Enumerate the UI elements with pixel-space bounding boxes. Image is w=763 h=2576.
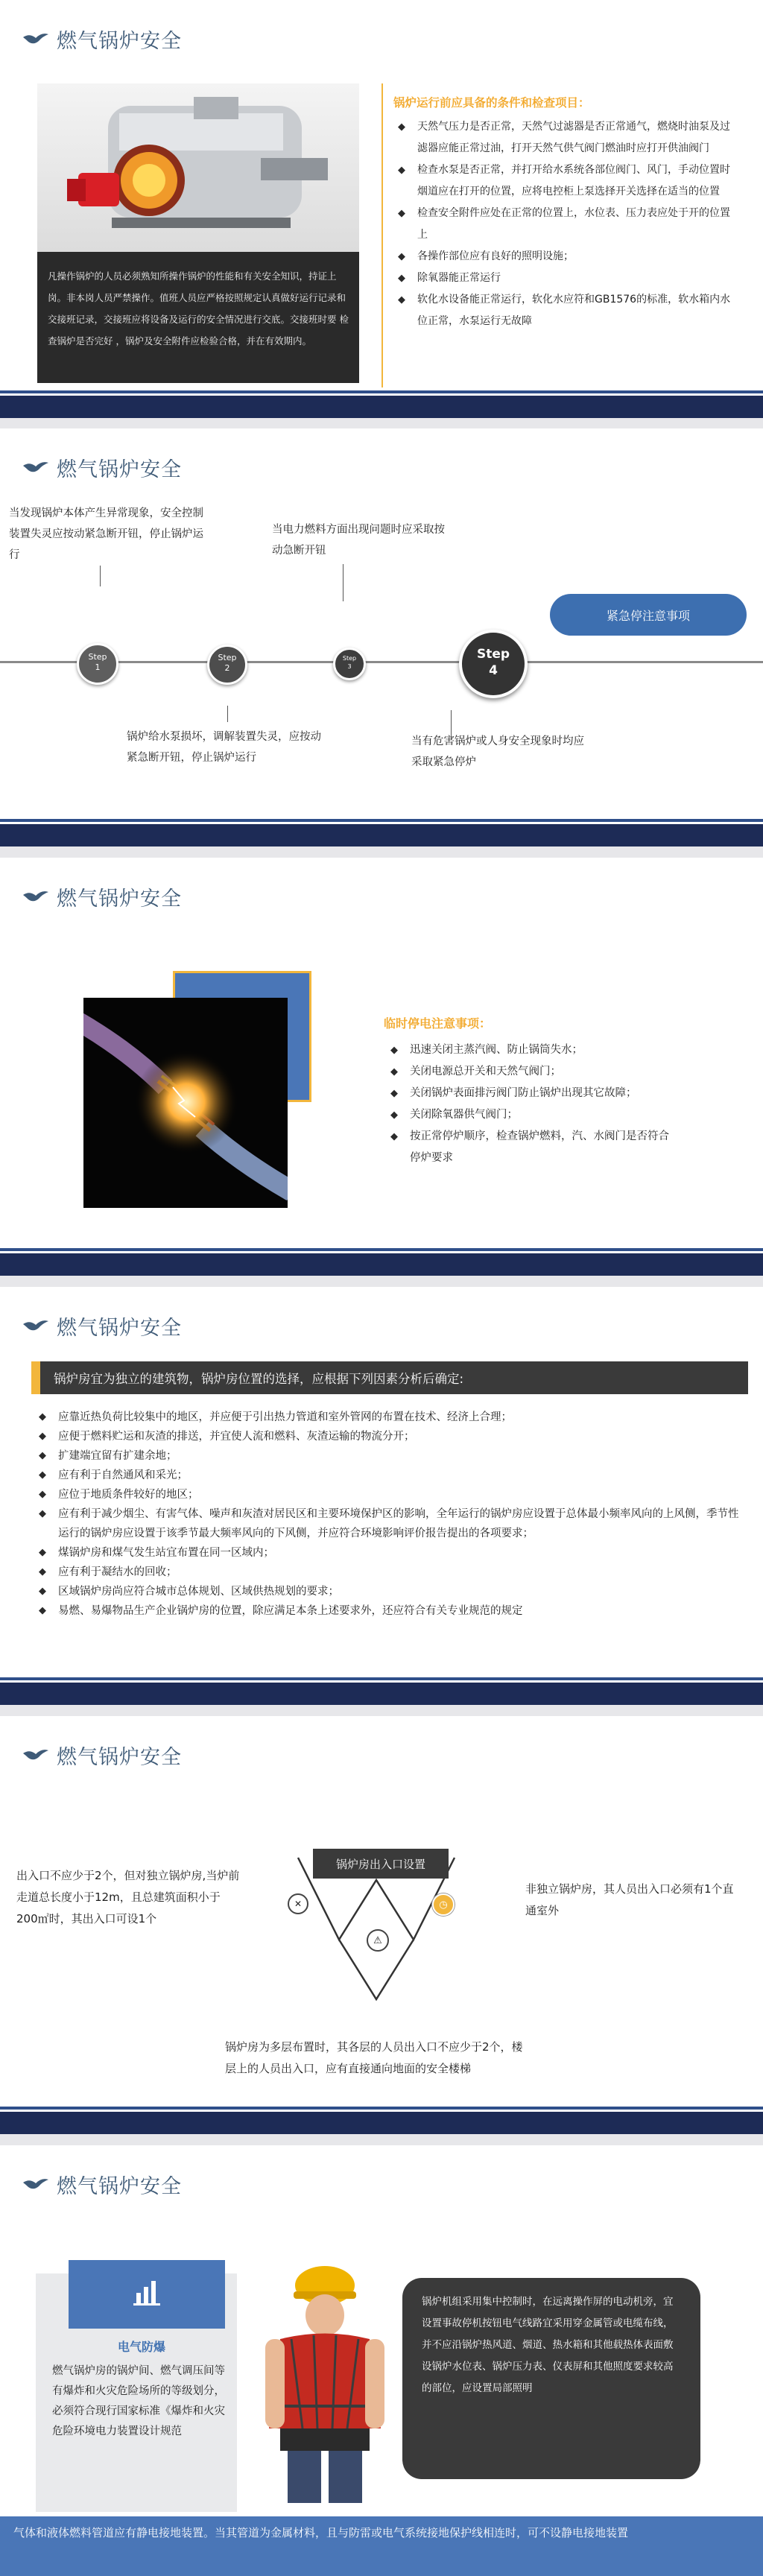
step-number: 2 <box>224 663 230 673</box>
slide-header <box>22 452 182 482</box>
list-item: ◆ 关闭电源总开关和天然气阀门； <box>387 1061 678 1083</box>
list-item: ◆ 关闭锅炉表面排污阀门防止锅炉出现其它故障； <box>387 1083 678 1104</box>
slide-header <box>22 24 182 54</box>
list-item: ◆ 天然气压力是否正常，天然气过滤器是否正常通气，燃烧时油泵及过滤器应能正常过油，打开天然气供气阀门燃油时应打开供油阀门 <box>395 116 739 159</box>
step-1 <box>77 643 118 685</box>
slide-boiler-room-location <box>0 1287 763 1705</box>
slide-power-outage <box>0 858 763 1276</box>
bird-logo-icon <box>22 887 49 905</box>
explosion-right-box <box>402 2278 700 2479</box>
list-item: ◆ 检查水泵是否正常，并打开给水系统各部位阀门、风门，手动位置时烟道应在打开的位置，应将电控柜上泵选择开关选择在适当的位置 <box>395 159 739 203</box>
list-item: ◆ 易燃、易爆物品生产企业锅炉房的位置，除应满足本条上述要求外，还应符合有关专业规范的规定 <box>36 1601 745 1621</box>
footer-banner-text: 气体和液体燃料管道应有静电接地装置。当其管道为金属材料，且与防雷或电气系统接地保护线相连时，可不设静电接地装置 <box>13 2526 629 2539</box>
slide-footer-bar <box>0 824 763 846</box>
brand-title: 燃气锅炉安全 <box>57 887 182 911</box>
exit-node-left <box>288 1893 308 1914</box>
operator-caption-box <box>37 252 359 383</box>
list-item: ◆ 按正常停炉顺序，检查锅炉燃料，汽、水阀门是否符合停炉要求 <box>387 1126 678 1169</box>
brand-title: 燃气锅炉安全 <box>57 458 182 481</box>
outage-checklist <box>387 1039 678 1169</box>
list-item: ◆ 应靠近热负荷比较集中的地区，并应便于引出热力管道和室外管网的布置在技术、经济上合理； <box>36 1408 745 1427</box>
exit-center-label <box>313 1849 449 1879</box>
list-item: ◆ 应位于地质条件较好的地区； <box>36 1485 745 1504</box>
cable-spark-image <box>83 998 288 1208</box>
bird-logo-icon <box>22 2175 49 2193</box>
explosion-left-text: 燃气锅炉房的锅炉间、燃气调压间等有爆炸和火灾危险场所的等级划分，必须符合现行国家标准《爆炸和火灾危险环境电力装置设计规范 <box>52 2365 225 2437</box>
list-item: ◆ 关闭除氧器供气阀门； <box>387 1104 678 1126</box>
checklist <box>395 116 739 332</box>
step3-note: 当电力燃料方面出现问题时应采取按动急断开钮 <box>272 524 445 557</box>
slide-emergency-stop <box>0 428 763 846</box>
step1-arrow <box>100 566 101 586</box>
list-item: ◆ 应有利于自然通风和采光； <box>36 1466 745 1485</box>
step-label: Step <box>342 655 357 662</box>
list-item: ◆ 扩建端宜留有扩建余地； <box>36 1446 745 1466</box>
step-4 <box>459 630 528 698</box>
footer-banner <box>0 2516 763 2576</box>
step2-arrow <box>227 706 228 722</box>
step2-note: 锅炉给水泵损坏，调解装置失灵，应按动紧急断开钮，停止锅炉运行 <box>127 731 321 764</box>
location-factors <box>36 1408 745 1621</box>
explosion-title: 电气防爆 <box>118 2340 166 2354</box>
brand-title: 燃气锅炉安全 <box>57 1316 182 1340</box>
exit-bottom-text: 锅炉房为多层布置时，其各层的人员出入口不应少于2个，楼层上的人员出入口，应有直接通向地面的安全楼梯 <box>225 2040 523 2075</box>
boiler-image <box>37 83 359 252</box>
slide-header <box>22 2169 182 2199</box>
checklist-title: 锅炉运行前应具备的条件和检查项目： <box>393 96 590 110</box>
list-item: ◆ 区域锅炉房尚应符合城市总体规划、区域供热规划的要求； <box>36 1582 745 1601</box>
fork-icon: ✕ <box>294 1899 303 1909</box>
step1-note: 当发现锅炉本体产生异常现象，安全控制装置失灵应按动紧急断开钮，停止锅炉运行 <box>9 507 203 561</box>
step-2 <box>207 645 247 685</box>
slide-footer-bar <box>0 1253 763 1276</box>
brand-title: 燃气锅炉安全 <box>57 2174 182 2198</box>
bird-logo-icon <box>22 1317 49 1335</box>
exit-node-bottom <box>367 1929 389 1952</box>
exit-left-text: 出入口不应少于2个，但对独立锅炉房,当炉前走道总长度小于12m，且总建筑面积小于200㎡时，其出入口可设1个 <box>16 1869 240 1925</box>
slide-explosion-proof <box>0 2145 763 2576</box>
list-item: ◆ 应有利于减少烟尘、有害气体、噪声和灰渣对居民区和主要环境保护区的影响，全年运行的锅炉房应设置于总体最小频率风向的上风侧，季节性运行的锅炉房应设置于该季节最大频率风向的下风侧，并应符合环境影响评价报告提出的各项要求； <box>36 1504 745 1543</box>
bird-logo-icon <box>22 458 49 476</box>
exit-node-right <box>432 1893 455 1916</box>
location-banner-text: 锅炉房宜为独立的建筑物，锅炉房位置的选择，应根据下列因素分析后确定: <box>54 1372 464 1386</box>
yellow-divider <box>382 83 383 387</box>
brand-title: 燃气锅炉安全 <box>57 1745 182 1769</box>
exit-right-text: 非独立锅炉房，其人员出入口必须有1个直通室外 <box>525 1882 734 1917</box>
step-label: Step <box>476 647 510 662</box>
outage-title: 临时停电注意事项： <box>384 1016 492 1031</box>
slide-exit-setup <box>0 1716 763 2134</box>
chart-icon <box>130 2273 166 2309</box>
step4-note: 当有危害锅炉或人身安全现象时均应采取紧急停炉 <box>411 735 584 768</box>
step-label: Step <box>88 652 107 662</box>
worker-image <box>250 2257 399 2503</box>
slide-header <box>22 1311 182 1341</box>
warning-icon: ⚠ <box>373 1934 382 1946</box>
list-item: ◆ 检查安全附件应处在正常的位置上，水位表、压力表应处于开的位置上 <box>395 203 739 246</box>
list-item: ◆ 煤锅炉房和煤气发生站宜布置在同一区域内； <box>36 1543 745 1563</box>
slide-boiler-operation <box>0 0 763 418</box>
list-item: ◆ 各操作部位应有良好的照明设施； <box>395 246 739 268</box>
step-number: 4 <box>489 663 498 678</box>
operator-caption: 凡操作锅炉的人员必须熟知所操作锅炉的性能和有关安全知识，持证上岗。非本岗人员严禁操作。值班人员应严格按照规定认真做好运行记录和交接班记录，交接班应将设备及运行的安全情况进行交底。交接班时要 检查锅炉是否完好 ，锅炉及安全附件应检验合格，并在有效期内。 <box>48 270 349 346</box>
brand-title: 燃气锅炉安全 <box>57 29 182 53</box>
bird-logo-icon <box>22 30 49 48</box>
emergency-notes-pill <box>550 594 747 636</box>
list-item: ◆ 软化水设备能正常运行，软化水应符和GB1576的标准，软水箱内水位正常，水泵运行无故障 <box>395 289 739 332</box>
slide-footer-bar <box>0 2112 763 2134</box>
emergency-notes-label: 紧急停注意事项 <box>606 608 690 623</box>
explosion-right-text: 锅炉机组采用集中控制时，在远离操作屏的电动机旁，宜设置事故停机按钮电气线路宜采用穿金属管或电缆布线，并不应沿锅炉热风道、烟道、热水箱和其他载热体表面敷设锅炉水位表、锅炉压力表、仪表屏和其他照度要求较高的部位，应设置局部照明 <box>422 2296 674 2394</box>
list-item: ◆ 应有利于凝结水的回收； <box>36 1563 745 1582</box>
list-item: ◆ 除氧器能正常运行 <box>395 268 739 289</box>
slide-header <box>22 882 182 911</box>
slide-footer-bar <box>0 1683 763 1705</box>
clock-icon: ◷ <box>439 1899 448 1911</box>
location-banner <box>31 1361 748 1394</box>
step-label: Step <box>218 653 237 662</box>
slide-footer-bar <box>0 396 763 418</box>
exit-center-text: 锅炉房出入口设置 <box>335 1857 425 1871</box>
list-item: ◆ 迅速关闭主蒸汽阀、防止锅筒失水； <box>387 1039 678 1061</box>
step-number: 3 <box>347 663 352 670</box>
step-number: 1 <box>95 662 101 672</box>
list-item: ◆ 应便于燃料贮运和灰渣的排送，并宜使人流和燃料、灰渣运输的物流分开； <box>36 1427 745 1446</box>
step-3 <box>333 648 366 680</box>
